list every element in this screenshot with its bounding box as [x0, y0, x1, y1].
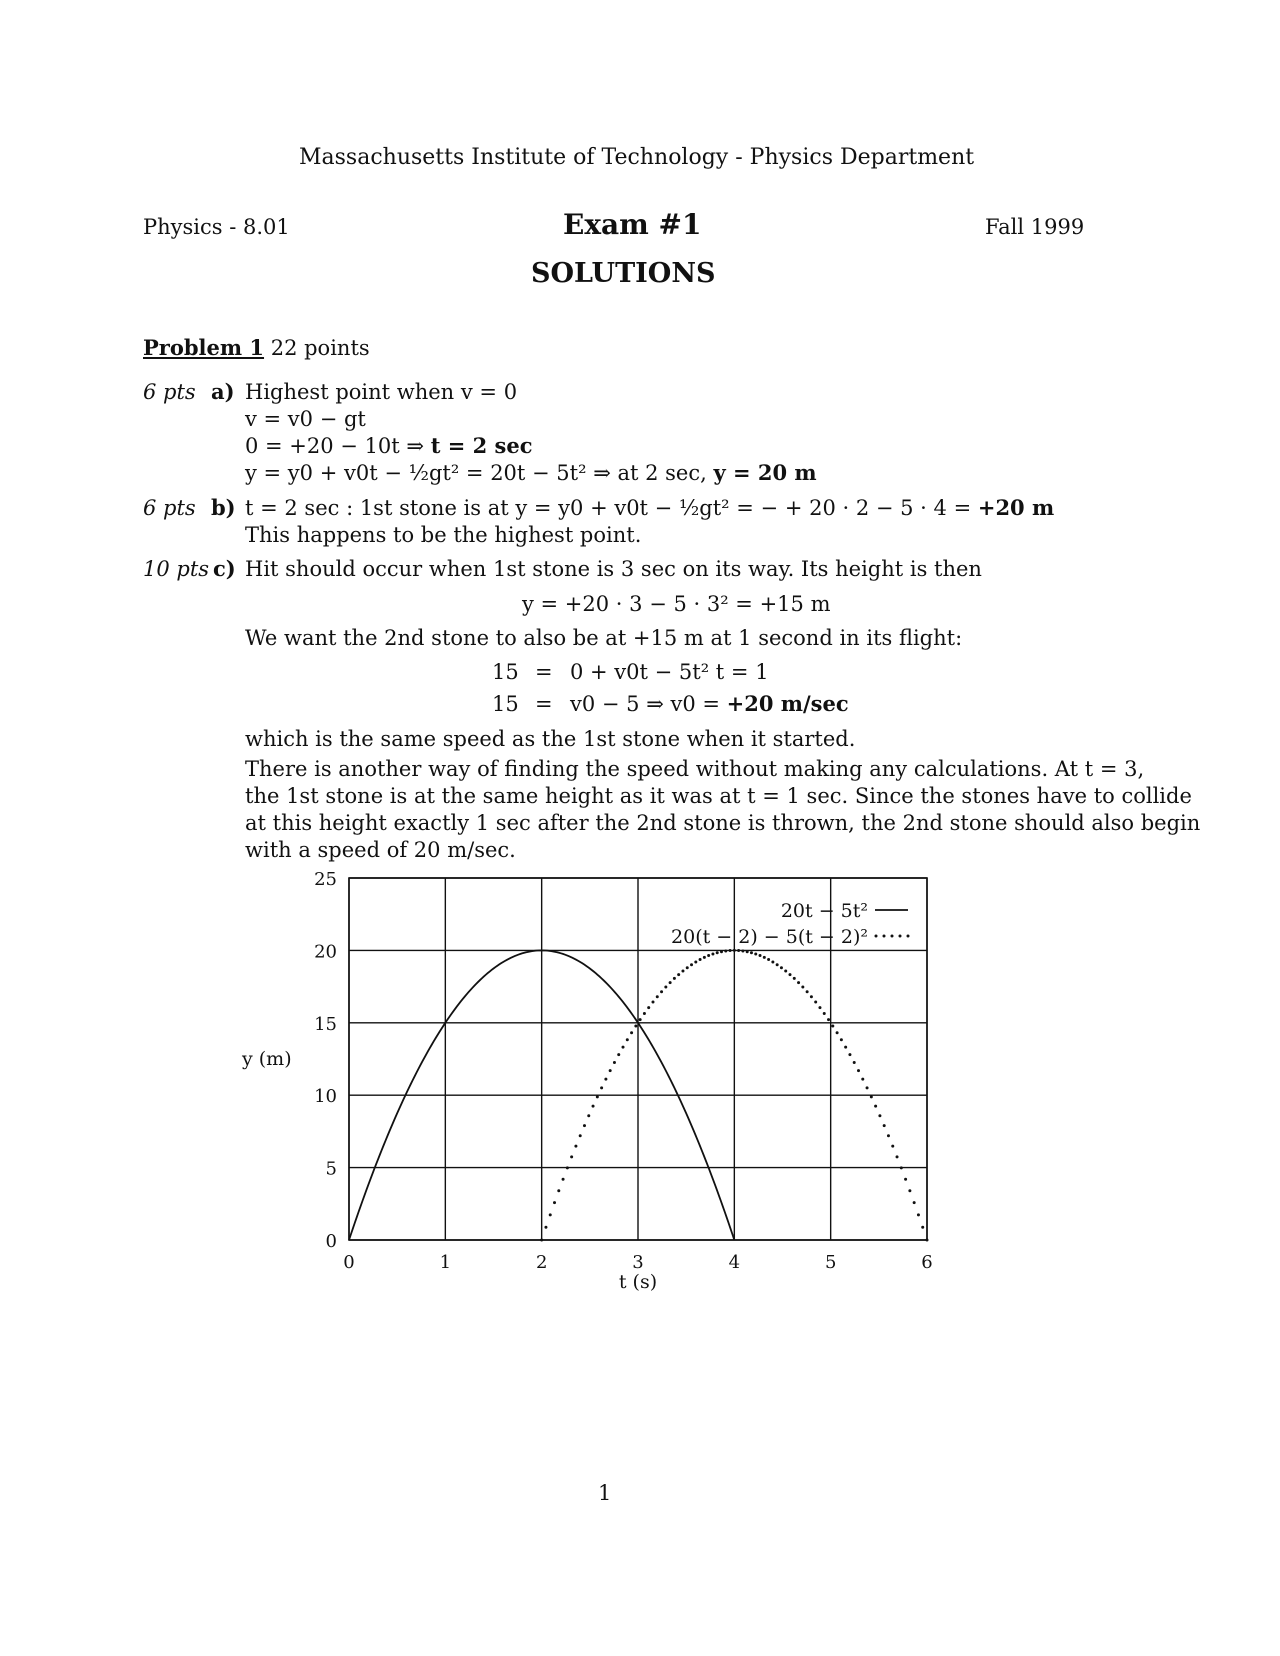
part-c-eq3-lhs: 15: [492, 692, 519, 716]
part-c-paragraph-line-2: the 1st stone is at the same height as it was at t = 1 sec. Since the stones have to collide: [245, 784, 1192, 808]
part-c-line-1: Hit should occur when 1st stone is 3 sec on its way. Its height is then: [245, 557, 982, 581]
series-stone-2-point: [801, 986, 804, 989]
y-tick-label: 20: [314, 941, 337, 963]
series-stone-2-point: [630, 1031, 633, 1034]
series-stone-2-point: [617, 1053, 620, 1056]
series-stone-2-point: [861, 1078, 864, 1081]
series-stone-2-point: [664, 986, 667, 989]
series-stone-2-point: [639, 1018, 642, 1021]
series-stone-2-point: [746, 950, 749, 953]
part-a-line-1: Highest point when v = 0: [245, 380, 518, 404]
page-number: 1: [598, 1481, 612, 1505]
series-stone-2-point: [754, 952, 757, 955]
series-stone-2-point: [647, 1006, 650, 1009]
series-stone-2-point: [669, 981, 672, 984]
series-stone-2-point: [613, 1061, 616, 1064]
series-stone-2-point: [699, 958, 702, 961]
series-stone-2-point: [827, 1018, 830, 1021]
x-tick-label: 6: [921, 1252, 933, 1273]
part-a-points: 6 pts: [143, 380, 196, 404]
series-stone-2-point: [587, 1114, 590, 1117]
series-stone-2-point: [759, 954, 762, 957]
series-stone-2-point: [583, 1124, 586, 1127]
series-stone-2-point: [784, 969, 787, 972]
y-axis-label: y (m): [242, 1048, 292, 1070]
part-c-equation-1: y = +20 · 3 − 5 · 3² = +15 m: [522, 592, 831, 616]
x-tick-label: 0: [343, 1252, 355, 1273]
series-stone-2-point: [711, 952, 714, 955]
series-stone-2-point: [900, 1166, 903, 1169]
part-b-line-2: This happens to be the highest point.: [245, 523, 642, 547]
part-c-points: 10 pts: [143, 557, 210, 581]
series-stone-2-point: [878, 1114, 881, 1117]
part-a-line-2: v = v0 − gt: [245, 407, 366, 431]
chart-legend: [671, 900, 909, 948]
series-stone-2-point: [810, 995, 813, 998]
series-stone-2-point: [793, 977, 796, 980]
series-stone-2-point: [562, 1178, 565, 1181]
x-tick-label: 2: [535, 1252, 548, 1273]
series-stone-2-point: [776, 963, 779, 966]
term-label: Fall 1999: [985, 215, 1085, 239]
series-stone-2-point: [917, 1213, 920, 1216]
series-stone-2-point: [823, 1012, 826, 1015]
legend-swatch-dotted: [875, 935, 878, 938]
series-stone-2-point: [579, 1134, 582, 1137]
series-stone-2-point: [904, 1178, 907, 1181]
part-c-eq2-lhs: 15: [492, 660, 519, 684]
legend-label-series-2: 20(t − 2) − 5(t − 2)²: [671, 926, 868, 948]
part-c-paragraph-line-4: with a speed of 20 m/sec.: [245, 838, 516, 862]
series-stone-2-point: [818, 1006, 821, 1009]
x-tick-label: 5: [824, 1252, 837, 1273]
y-tick-label: 0: [325, 1231, 337, 1252]
series-stone-2-point: [836, 1031, 839, 1034]
institution-header: Massachusetts Institute of Technology - Physics Department: [299, 145, 975, 170]
legend-swatch-dotted: [891, 935, 894, 938]
part-c-answer: +20 m/sec: [726, 691, 849, 716]
series-stone-2-point: [750, 951, 753, 954]
y-tick-label: 15: [314, 1013, 337, 1035]
x-tick-label: 4: [728, 1252, 741, 1273]
series-stone-2-point: [566, 1166, 569, 1169]
part-a-line-4-text: y = y0 + v0t − ½gt² = 20t − 5t² ⇒ at 2 sec,: [245, 461, 714, 485]
part-c-eq3-rhs: [570, 691, 849, 717]
part-c-line-2: We want the 2nd stone to also be at +15 m at 1 second in its flight:: [245, 626, 963, 650]
part-b-line-1: [245, 495, 1054, 521]
series-stone-2-point: [690, 963, 693, 966]
series-stone-2-point: [673, 977, 676, 980]
series-stone-2-point: [694, 960, 697, 963]
part-a-label: a): [211, 379, 235, 404]
series-stone-2-point: [853, 1061, 856, 1064]
part-b-label: b): [211, 495, 236, 520]
part-c-eq2-rel: =: [535, 660, 553, 684]
part-b-answer: +20 m: [977, 495, 1055, 520]
course-label: Physics - 8.01: [143, 215, 290, 239]
x-axis-label: t (s): [618, 1271, 658, 1293]
problem-heading: [143, 335, 370, 361]
series-stone-2-point: [831, 1025, 834, 1028]
part-a-answer-time: t = 2 sec: [430, 433, 533, 458]
y-tick-label: 5: [325, 1158, 337, 1180]
legend-swatch-dotted: [883, 935, 886, 938]
series-stone-2-point: [609, 1069, 612, 1072]
series-stone-2-point: [656, 995, 659, 998]
series-stone-2-point: [703, 956, 706, 959]
series-stone-2-point: [763, 956, 766, 959]
series-stone-2-point: [592, 1105, 595, 1108]
series-stone-2-point: [733, 949, 736, 952]
series-stone-2-point: [891, 1145, 894, 1148]
series-stone-2-point: [883, 1124, 886, 1127]
series-stone-2-point: [848, 1053, 851, 1056]
series-stone-2-point: [686, 966, 689, 969]
part-b-line-1-text: t = 2 sec : 1st stone is at y = y0 + v0t − ½gt² = − + 20 · 2 − 5 · 4 =: [245, 496, 978, 520]
series-stone-2-point: [681, 969, 684, 972]
part-a-line-3: [245, 433, 533, 459]
series-stone-2-point: [729, 949, 732, 952]
y-tick-label: 25: [314, 869, 337, 890]
series-stone-2-point: [557, 1189, 560, 1192]
series-stone-2-point: [844, 1046, 847, 1049]
problem-points: 22 points: [270, 336, 370, 360]
y-axis-ticks: [314, 869, 337, 1252]
series-stone-2-point: [651, 1001, 654, 1004]
series-stone-2-point: [926, 1239, 929, 1242]
series-stone-2-point: [788, 973, 791, 976]
series-stone-2-point: [724, 949, 727, 952]
legend-label-series-1: 20t − 5t²: [780, 900, 868, 922]
exam-title: Exam #1: [563, 208, 702, 241]
x-tick-label: 1: [439, 1252, 452, 1273]
series-stone-2-point: [643, 1012, 646, 1015]
series-stone-2-point: [626, 1038, 629, 1041]
part-a-answer-height: y = 20 m: [713, 460, 817, 485]
series-stone-2-point: [737, 949, 740, 952]
series-stone-2-point: [887, 1134, 890, 1137]
series-stone-2-point: [771, 960, 774, 963]
series-stone-2-point: [921, 1226, 924, 1229]
series-stone-2-point: [544, 1226, 547, 1229]
series-stone-2-point: [540, 1239, 543, 1242]
part-b-points: 6 pts: [143, 496, 196, 520]
x-axis-ticks: [343, 1252, 932, 1273]
series-stone-2-point: [574, 1145, 577, 1148]
series-stone-2-point: [553, 1201, 556, 1204]
part-c-paragraph-line-1: There is another way of finding the speed without making any calculations. At t = 3,: [245, 757, 1145, 781]
series-stone-2-point: [604, 1078, 607, 1081]
series-stone-2-point: [720, 950, 723, 953]
y-tick-label: 10: [314, 1086, 337, 1108]
series-stone-2-point: [596, 1095, 599, 1098]
series-stone-2-point: [874, 1105, 877, 1108]
series-stone-2-point: [857, 1069, 860, 1072]
series-stone-2-point: [549, 1213, 552, 1216]
series-stone-2-point: [840, 1038, 843, 1041]
x-tick-label: 3: [632, 1252, 644, 1273]
series-stone-2-point: [767, 958, 770, 961]
problem-title: Problem 1: [143, 335, 265, 360]
series-stone-2-point: [716, 951, 719, 954]
series-stone-2-point: [896, 1155, 899, 1158]
series-stone-2-point: [634, 1025, 637, 1028]
series-stone-2-point: [908, 1189, 911, 1192]
series-stone-2-point: [780, 966, 783, 969]
series-stone-2-point: [660, 990, 663, 993]
legend-swatch-dotted: [907, 935, 910, 938]
series-stone-2-point: [814, 1001, 817, 1004]
solutions-title: SOLUTIONS: [531, 258, 716, 289]
part-a-line-4: [245, 460, 817, 486]
series-stone-2-point: [677, 973, 680, 976]
series-stone-2-point: [797, 981, 800, 984]
part-a-line-3-text: 0 = +20 − 10t ⇒: [245, 434, 431, 458]
part-c-eq3-rhs-text: v0 − 5 ⇒ v0 =: [570, 692, 727, 716]
part-c-label: c): [213, 556, 236, 581]
series-stone-2-point: [600, 1086, 603, 1089]
part-c-line-3: which is the same speed as the 1st stone when it started.: [245, 727, 856, 751]
series-stone-2-point: [707, 954, 710, 957]
series-stone-2-point: [870, 1095, 873, 1098]
height-vs-time-chart: [0, 860, 1280, 1320]
series-stone-2-point: [570, 1155, 573, 1158]
series-stone-2-point: [806, 990, 809, 993]
series-stone-2-point: [913, 1201, 916, 1204]
series-stone-2-point: [622, 1046, 625, 1049]
part-c-eq2-rhs: 0 + v0t − 5t² t = 1: [570, 660, 769, 684]
part-c-eq3-rel: =: [535, 692, 553, 716]
series-stone-2-point: [866, 1086, 869, 1089]
legend-swatch-dotted: [899, 935, 902, 938]
part-c-paragraph-line-3: at this height exactly 1 sec after the 2nd stone is thrown, the 2nd stone should also begin: [245, 811, 1201, 835]
series-stone-2-point: [741, 949, 744, 952]
